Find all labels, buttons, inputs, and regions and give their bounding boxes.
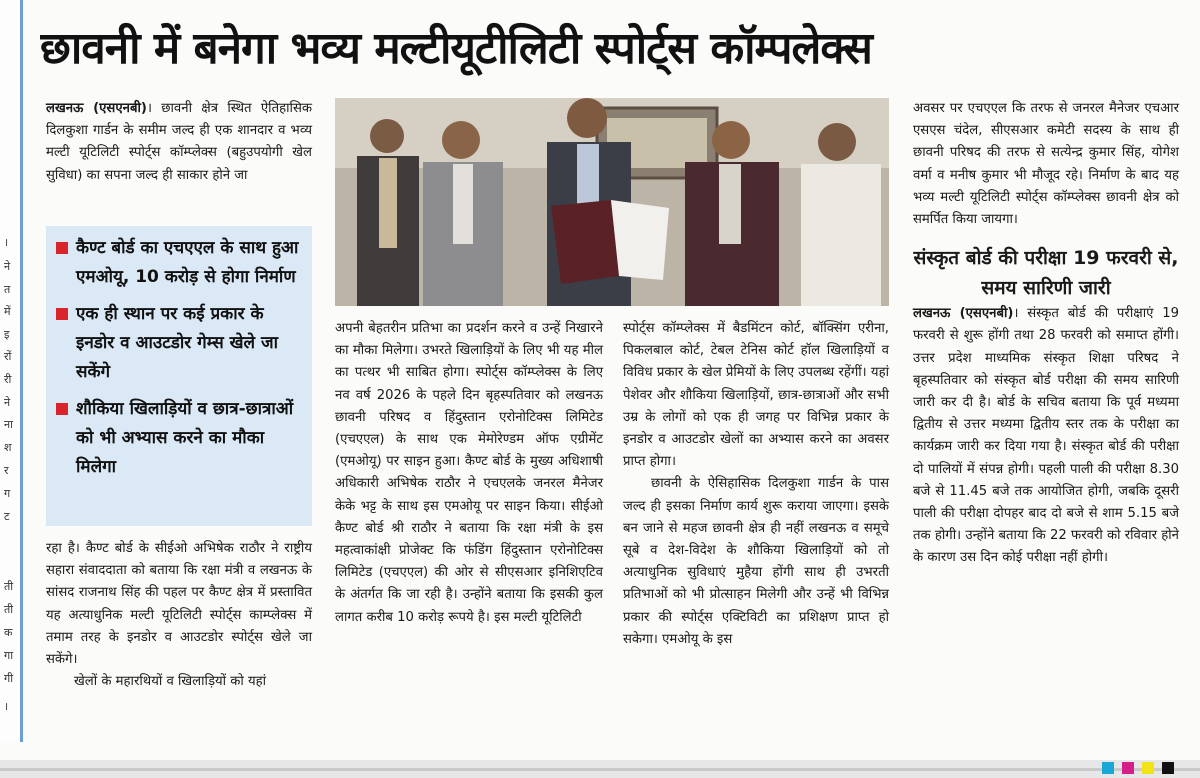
strip-fragment: ने bbox=[4, 396, 11, 409]
cyan-swatch-icon bbox=[1102, 762, 1114, 774]
strip-fragment: ग bbox=[4, 487, 11, 500]
strip-fragment: री bbox=[4, 373, 12, 386]
second-story-body: । संस्कृत बोर्ड की परीक्षाएं 19 फरवरी से शुरू होंगी तथा 28 फरवरी को समाप्त होंगी। उत्तर प्रदेश माध्यमिक संस्कृत शिक्षा परिषद ने बृहस्पतिवार को संस्कृत बोर्ड परीक्षा की समय सारिणी जारी कर दी है। बोर्ड के सचिव बताया कि पूर्व मध्यमा द्वितीय से उत्तर मध्यमा द्वितीय स्तर तक के परीक्षा का कार्यक्रम जारी कर दिया गया है। संस्कृत बोर्ड की परीक्षा दो पालियों में संपन्न होगी। पहली पाली की परीक्षा 8.30 बजे से 11.45 बजे तक आयोजित होगी, जबकि दूसरी पाली की परीक्षा दोपहर बाद दो बजे से शाम 5.15 बजे तक होगी। उन्होंने बताया कि 22 फरवरी को रविवार होने के कारण उस दिन कोई परीक्षा नहीं होगी। bbox=[913, 306, 1179, 566]
highlight-item bbox=[56, 395, 304, 482]
column-1-top bbox=[46, 98, 312, 187]
column-1-bottom bbox=[46, 538, 312, 693]
highlight-item bbox=[56, 300, 304, 387]
magenta-swatch-icon bbox=[1122, 762, 1134, 774]
headline: छावनी में बनेगा भव्य मल्टीयूटीलिटी स्पोर्ट्स कॉम्पलेक्स bbox=[40, 23, 872, 74]
strip-fragment: ने bbox=[4, 260, 11, 273]
highlight-text: एक ही स्थान पर कई प्रकार के इनडोर व आउटडोर गेम्स खेले जा सकेंगे bbox=[76, 304, 279, 382]
page-bottom-bar bbox=[0, 760, 1200, 778]
body-paragraph: अवसर पर एचएएल कि तरफ से जनरल मैनेजर एचआर एसएस चंदेल, सीएसआर कमेटी सदस्य के साथ ही छावनी परिषद की तरफ से सत्येन्द्र कुमार सिंह, योगेश वर्मा व मनीष कुमार भी मौजूद रहे। निर्माण के बाद यह भव्य मल्टी यूटिलिटी स्पोर्ट्स कॉम्प्लेक्स छावनी क्षेत्र को समर्पित किया जायगा। bbox=[913, 101, 1179, 228]
strip-fragment: ती bbox=[4, 580, 14, 593]
highlight-item bbox=[56, 234, 304, 292]
strip-fragment: क bbox=[4, 626, 13, 639]
strip-fragment: ती bbox=[4, 603, 14, 616]
strip-fragment: रों bbox=[4, 350, 12, 363]
second-story-headline: संस्कृत बोर्ड की परीक्षा 19 फरवरी से, समय सारिणी जारी bbox=[913, 247, 1179, 300]
second-story-dateline: लखनऊ (एसएनबी) bbox=[913, 306, 1014, 322]
neighbor-column-strip bbox=[0, 0, 23, 742]
body-paragraph: छावनी के ऐसिहासिक दिलकुशा गार्डन के पास जल्द ही इसका निर्माण कार्य शुरू कराया जाएगा। इसके बन जाने से महज छावनी क्षेत्र ही नहीं लखनऊ व समूचे सूबे व देश-विदेश के शौकिया खिलाड़ियों को तो अत्याधुनिक सुविधाएं मुहैया होंगी साथ ही उभरती प्रतिभाओं को भी प्रोत्साहन मिलेगी और उन्हें भी विभिन्न प्रकार की स्पोर्ट्स एक्टिविटी का प्रशिक्षण प्राप्त हो सकेगा। एमओयू के इस bbox=[623, 476, 889, 647]
registration-marks bbox=[1102, 762, 1174, 774]
column-4 bbox=[913, 98, 1179, 570]
column-2 bbox=[335, 318, 603, 629]
strip-fragment: । bbox=[4, 700, 9, 713]
black-swatch-icon bbox=[1162, 762, 1174, 774]
strip-fragment: ना bbox=[4, 418, 13, 431]
red-square-bullet-icon bbox=[56, 242, 68, 254]
highlight-text: कैण्ट बोर्ड का एचएएल के साथ हुआ एमओयू, 10 करोड़ से होगा निर्माण bbox=[76, 238, 299, 287]
red-square-bullet-icon bbox=[56, 403, 68, 415]
strip-fragment: गी bbox=[4, 672, 14, 685]
photo-illustration bbox=[335, 98, 889, 306]
highlight-text: शौकिया खिलाड़ियों व छात्र-छात्राओं को भी अभ्यास करने का मौका मिलेगा bbox=[76, 399, 294, 477]
highlights-box bbox=[46, 226, 312, 526]
strip-fragment: गा bbox=[4, 649, 14, 662]
strip-fragment: ट bbox=[4, 510, 10, 523]
body-paragraph: खेलों के महारथियों व खिलाड़ियों को यहां bbox=[74, 674, 267, 690]
dateline: लखनऊ (एसएनबी) bbox=[46, 101, 147, 116]
column-3 bbox=[623, 318, 889, 651]
strip-fragment: त bbox=[4, 283, 11, 296]
strip-fragment: इ bbox=[4, 328, 10, 341]
body-paragraph: अपनी बेहतरीन प्रतिभा का प्रदर्शन करने व उन्हें निखारने का मौका मिलेगा। उभरते खिलाड़ियों के लिए भी यह मील का पत्थर भी साबित होगा। स्पोर्ट्स कॉम्प्लेक्स के लिए नव वर्ष 2026 के पहले दिन बृहस्पतिवार को लखनऊ छावनी परिषद व हिंदुस्तान एरोनोटिक्स लिमिटेड (एचएएल) के साथ एक मेमोरेण्डम ऑफ एग्रीमेंट (एमओयू) पर साइन हुआ। कैण्ट बोर्ड के मुख्य अधिशाषी अधिकारी अभिषेक राठौर ने एचएलके जनरल मैनेजर केके भट्ट के साथ इस एमओयू पर साइन किया। सीईओ कैण्ट बोर्ड श्री राठौर ने बताया कि रक्षा मंत्री के इस महत्वाकांक्षी प्रोजेक्ट कि फंडिंग हिंदुस्तान एरोनोटिक्स लिमिटेड (एचएएल) की ओर से सीएसआर इनिशिएटिव के अंतर्गत कि जा रही है। उन्होंने बताया कि इसकी कुल लागत करीब 10 करोड़ रूपये है। इस मल्टी यूटिलिटी bbox=[335, 321, 603, 625]
red-square-bullet-icon bbox=[56, 308, 68, 320]
mou-signing-photo bbox=[335, 98, 889, 306]
strip-fragment: र bbox=[4, 464, 9, 477]
strip-fragment: । bbox=[4, 236, 9, 249]
yellow-swatch-icon bbox=[1142, 762, 1154, 774]
strip-fragment: में bbox=[4, 305, 11, 318]
body-paragraph: रहा है। कैण्ट बोर्ड के सीईओ अभिषेक राठौर ने राष्ट्रीय सहारा संवाददाता को बताया कि रक्षा मंत्री व लखनऊ के सांसद राजनाथ सिंह की पहल पर कैण्ट क्षेत्र में प्रस्तावित यह अत्याधुनिक मल्टी यूटिलिटी स्पोर्ट्स काम्प्लेक्स में तमाम तरह के इनडोर व आउटडोर स्पोर्ट्स खेले जा सकेंगे। bbox=[46, 541, 312, 668]
lead-paragraph: । छावनी क्षेत्र स्थित ऐतिहासिक दिलकुशा गार्डन के समीम जल्द ही एक शानदार व भव्य मल्टी यूटिलिटी स्पोर्ट्स कॉम्प्लेक्स (बहुउपयोगी खेल सुविधा) का सपना जल्द ही साकार होने जा bbox=[46, 101, 312, 183]
body-paragraph: स्पोर्ट्स कॉम्प्लेक्स में बैडमिंटन कोर्ट, बॉक्सिंग एरीना, पिकलबाल कोर्ट, टेबल टेनिस कोर्ट हॉल खिलाड़ियों व विविध प्रकार के खेल प्रेमियों के लिए उपलब्ध रहेंगीं। यहां पेशेवर और शौकिया खिलाड़ियों, छात्र-छात्राओं और सभी उम्र के लोगों को एक ही जगह पर विभिन्न प्रकार के इनडोर व आउटडोर खेलों का अभ्यास करने का अवसर प्राप्त होगा। bbox=[623, 321, 889, 470]
strip-fragment: श bbox=[4, 441, 12, 454]
